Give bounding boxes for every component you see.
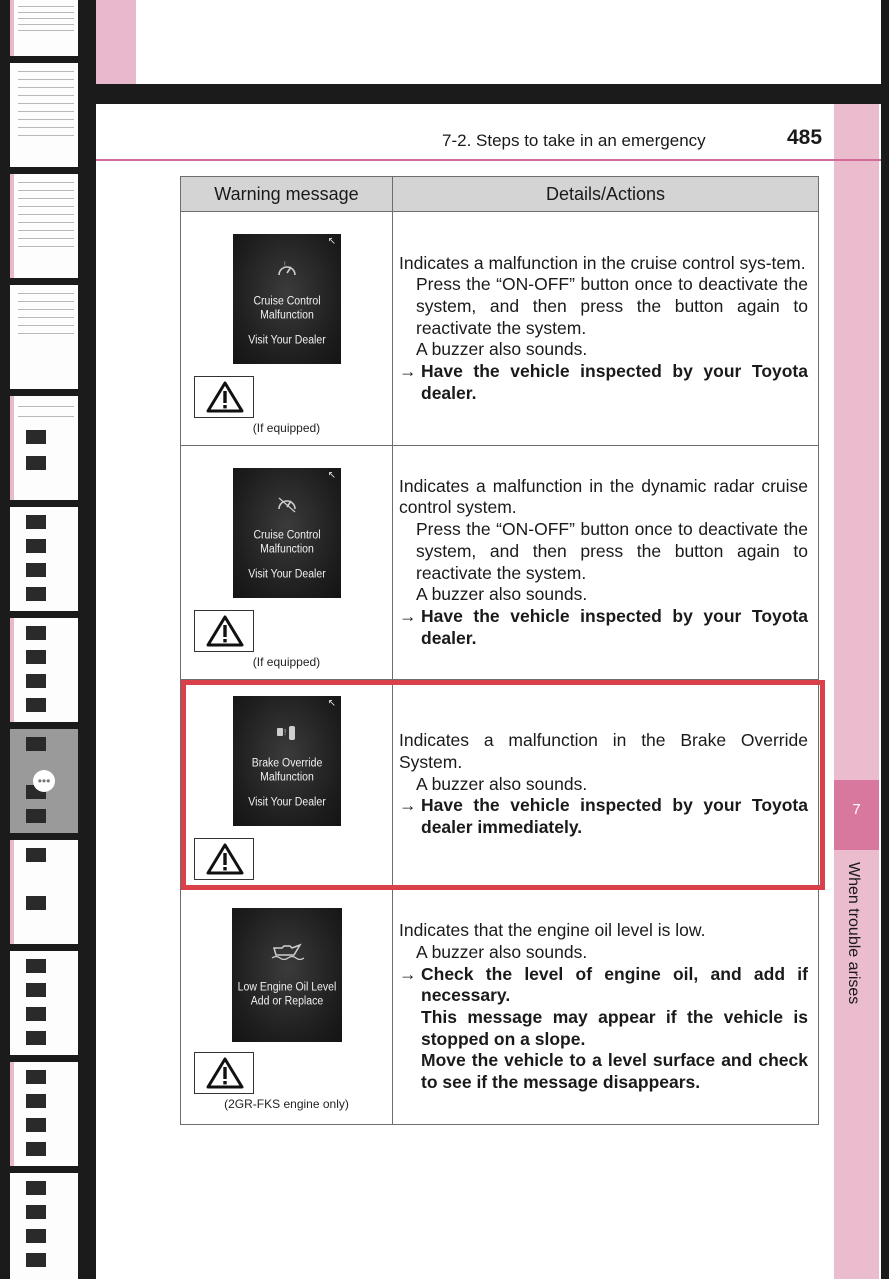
action-text: Have the vehicle inspected by your Toyota dealer. bbox=[421, 361, 808, 403]
page-thumbnail[interactable] bbox=[10, 1062, 78, 1166]
thumbnail-sidebar bbox=[0, 0, 94, 1279]
warning-triangle-icon bbox=[205, 842, 245, 876]
action-note: This message may appear if the vehicle is stopped on a slope. bbox=[421, 1007, 808, 1049]
master-warning-symbol bbox=[194, 1052, 254, 1094]
buzzer-note: A buzzer also sounds. bbox=[416, 941, 588, 962]
action bbox=[399, 795, 808, 838]
action bbox=[399, 964, 808, 1007]
equipment-note: (If equipped) bbox=[252, 655, 321, 669]
more-options-button[interactable]: ••• bbox=[33, 770, 55, 792]
master-warning-symbol bbox=[194, 838, 254, 880]
display-line-1: Cruise Control bbox=[253, 528, 321, 542]
master-warning-symbol bbox=[194, 610, 254, 652]
multi-info-display bbox=[233, 468, 341, 598]
details-cell bbox=[393, 212, 819, 446]
display-line-2: Malfunction bbox=[260, 542, 314, 556]
display-line-2: Malfunction bbox=[260, 770, 314, 784]
header-rule bbox=[96, 159, 881, 161]
warning-triangle-icon bbox=[205, 1056, 245, 1090]
warning-image-cell bbox=[181, 446, 393, 680]
page-thumbnail[interactable] bbox=[10, 951, 78, 1055]
warning-triangle-icon bbox=[205, 380, 245, 414]
arrow-icon: → bbox=[399, 605, 417, 626]
arrow-icon: → bbox=[399, 361, 417, 382]
multi-info-display bbox=[233, 234, 341, 364]
description: Indicates a malfunction in the cruise control sys-tem. bbox=[399, 252, 806, 273]
warning-image-cell bbox=[181, 212, 393, 446]
chapter-side-tab bbox=[834, 104, 879, 1279]
brake-override-icon bbox=[233, 722, 341, 747]
oil-can-icon bbox=[232, 942, 342, 965]
description: Indicates a malfunction in the dynamic radar cruise control system. bbox=[399, 475, 808, 518]
column-header-warning-message: Warning message bbox=[181, 177, 393, 212]
chapter-title: When trouble arises bbox=[845, 862, 862, 1005]
action bbox=[399, 606, 808, 649]
action-text: Have the vehicle inspected by your Toyota dealer. bbox=[421, 605, 808, 648]
table-row bbox=[181, 212, 819, 446]
display-line-1: Low Engine Oil Level bbox=[237, 980, 337, 994]
details-cell bbox=[393, 680, 819, 890]
display-line-3: Visit Your Dealer bbox=[248, 567, 326, 581]
page-thumbnail[interactable] bbox=[10, 507, 78, 611]
equipment-note: (2GR-FKS engine only) bbox=[224, 1097, 349, 1111]
action-text: Check the level of engine oil, and add if necessary. bbox=[421, 963, 808, 1006]
return-icon: ↖ bbox=[327, 698, 336, 709]
warning-image-cell bbox=[181, 680, 393, 890]
buzzer-note: A buzzer also sounds. bbox=[416, 584, 588, 605]
display-line-2: Malfunction bbox=[260, 308, 314, 322]
arrow-icon: → bbox=[399, 963, 417, 984]
arrow-icon: → bbox=[399, 795, 417, 816]
instruction: Press the “ON-OFF” button once to deactivate the system, and then press the button again to reactivate the system. bbox=[416, 519, 808, 583]
page-thumbnail[interactable] bbox=[10, 396, 78, 500]
page-thumbnail[interactable] bbox=[10, 0, 78, 56]
svg-text:!: ! bbox=[284, 262, 286, 268]
buzzer-note: A buzzer also sounds. bbox=[416, 339, 588, 360]
description: Indicates that the engine oil level is low. bbox=[399, 920, 706, 941]
warning-image-cell bbox=[181, 890, 393, 1125]
svg-text:!: ! bbox=[284, 728, 287, 737]
warning-message-table bbox=[180, 176, 819, 1125]
buzzer-note: A buzzer also sounds. bbox=[416, 773, 588, 794]
description: Indicates a malfunction in the Brake Override System. bbox=[399, 730, 808, 772]
equipment-note: (If equipped) bbox=[252, 421, 321, 435]
return-icon: ↖ bbox=[327, 470, 336, 481]
page-thumbnail[interactable] bbox=[10, 618, 78, 722]
chapter-number: 7 bbox=[834, 780, 879, 850]
return-icon: ↖ bbox=[327, 236, 336, 247]
page-thumbnail[interactable] bbox=[10, 63, 78, 167]
display-line-1: Cruise Control bbox=[253, 294, 321, 308]
section-title: 7-2. Steps to take in an emergency bbox=[442, 131, 706, 150]
table-row bbox=[181, 680, 819, 890]
table-row bbox=[181, 446, 819, 680]
action bbox=[399, 361, 808, 404]
action-text: Have the vehicle inspected by your Toyota dealer immediately. bbox=[421, 795, 808, 838]
column-header-details-actions: Details/Actions bbox=[393, 177, 819, 212]
master-warning-symbol bbox=[194, 376, 254, 418]
details-cell bbox=[393, 890, 819, 1125]
page-thumbnail[interactable] bbox=[10, 840, 78, 944]
radar-cruise-icon bbox=[233, 494, 341, 519]
details-cell bbox=[393, 446, 819, 680]
display-line-2: Add or Replace bbox=[250, 994, 324, 1008]
multi-info-display bbox=[232, 908, 342, 1042]
page-thumbnail[interactable] bbox=[10, 174, 78, 278]
cruise-control-icon bbox=[233, 260, 341, 285]
page-thumbnail[interactable] bbox=[10, 1173, 78, 1279]
warning-triangle-icon bbox=[205, 614, 245, 648]
previous-page bbox=[96, 0, 881, 84]
page-thumbnail[interactable] bbox=[10, 285, 78, 389]
instruction: Press the “ON-OFF” button once to deactivate the system, and then press the button again to reactivate the system. bbox=[416, 274, 808, 338]
table-row bbox=[181, 890, 819, 1125]
action-note: Move the vehicle to a level surface and check to see if the message disappears. bbox=[421, 1050, 808, 1093]
multi-info-display bbox=[233, 696, 341, 826]
page-number: 485 bbox=[787, 126, 823, 149]
display-line-3: Visit Your Dealer bbox=[248, 333, 326, 347]
display-line-3: Visit Your Dealer bbox=[248, 795, 326, 809]
display-line-1: Brake Override bbox=[251, 756, 323, 770]
